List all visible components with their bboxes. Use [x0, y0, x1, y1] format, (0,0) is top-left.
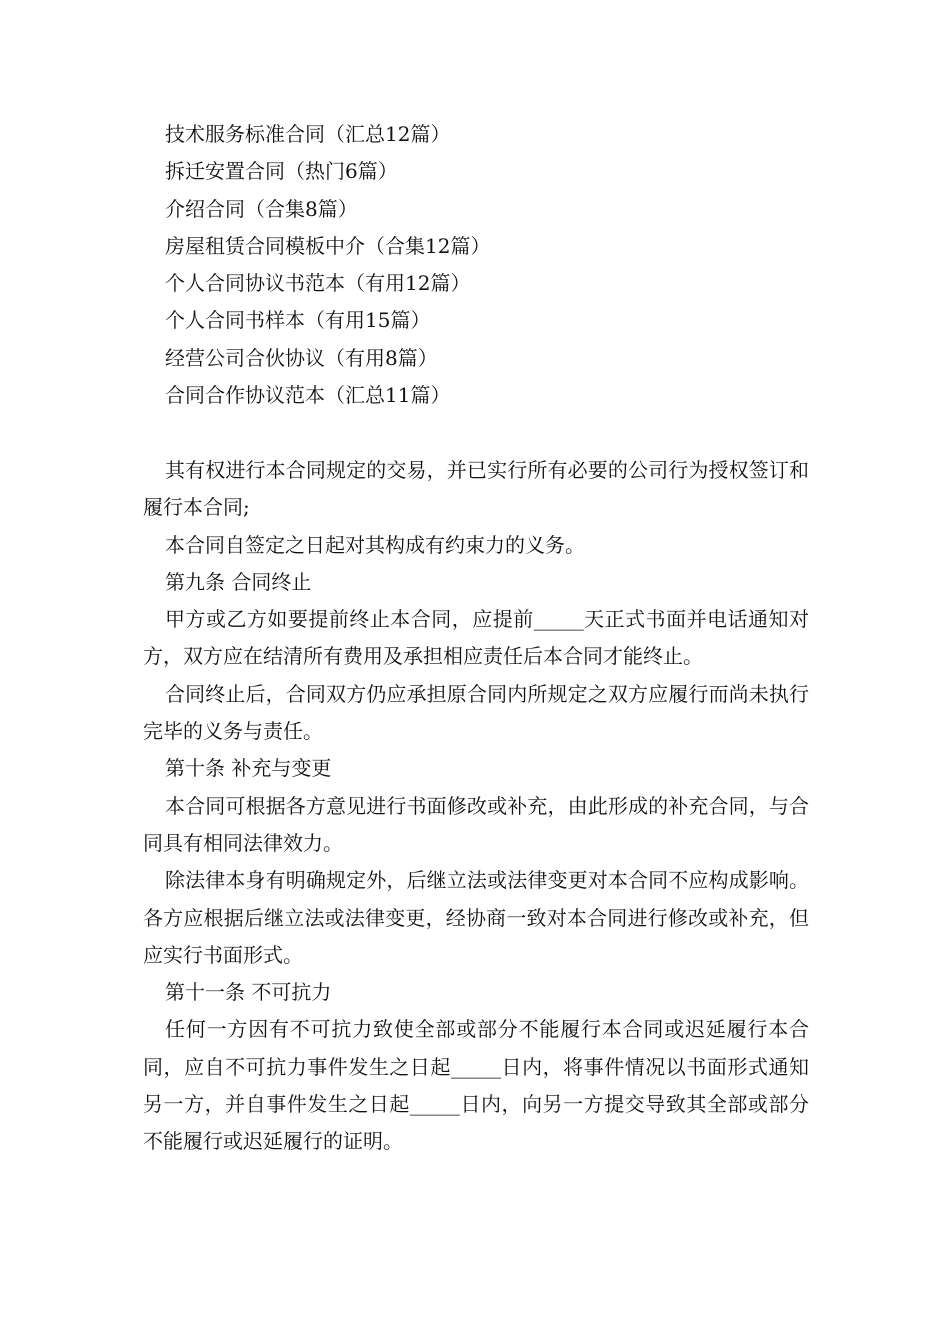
related-link[interactable]: 合同合作协议范本（汇总11篇） — [165, 383, 451, 408]
related-link[interactable]: 介绍合同（合集8篇） — [165, 196, 358, 221]
related-link[interactable]: 经营公司合伙协议（有用8篇） — [165, 345, 438, 370]
paragraph-termination-notice: 甲方或乙方如要提前终止本合同，应提前_____天正式书面并电话通知对方，双方应在结清所有费用及承担相应责任后本合同才能终止。 — [143, 607, 809, 669]
paragraph-authority: 其有权进行本合同规定的交易，并已实行所有必要的公司行为授权签订和履行本合同; — [143, 458, 809, 520]
related-links-list — [165, 116, 805, 414]
article-9-heading: 第九条 合同终止 — [165, 569, 312, 594]
related-link[interactable]: 个人合同协议书范本（有用12篇） — [165, 271, 471, 296]
paragraph-legislation-change: 除法律本身有明确规定外，后继立法或法律变更对本合同不应构成影响。各方应根据后继立法或法律变更，经协商一致对本合同进行修改或补充，但应实行书面形式。 — [143, 868, 809, 967]
related-link[interactable]: 拆迁安置合同（热门6篇） — [165, 159, 398, 184]
paragraph-amendment: 本合同可根据各方意见进行书面修改或补充，由此形成的补充合同，与合同具有相同法律效力。 — [143, 793, 809, 855]
related-link[interactable]: 个人合同书样本（有用15篇） — [165, 308, 431, 333]
paragraph-binding: 本合同自签定之日起对其构成有约束力的义务。 — [165, 532, 585, 557]
paragraph-force-majeure: 任何一方因有不可抗力致使全部或部分不能履行本合同或迟延履行本合同，应自不可抗力事件发生之日起_____日内，将事件情况以书面形式通知另一方，并自事件发生之日起_____日内，向另一方提交导致其全部或部分不能履行或迟延履行的证明。 — [143, 1017, 809, 1154]
related-link[interactable]: 房屋租赁合同模板中介（合集12篇） — [165, 233, 491, 258]
paragraph-after-termination: 合同终止后，合同双方仍应承担原合同内所规定之双方应履行而尚未执行完毕的义务与责任。 — [143, 681, 809, 744]
related-link[interactable]: 技术服务标准合同（汇总12篇） — [165, 122, 451, 146]
article-11-heading: 第十一条 不可抗力 — [165, 980, 332, 1005]
article-10-heading: 第十条 补充与变更 — [165, 756, 332, 781]
contract-body — [143, 452, 809, 1161]
